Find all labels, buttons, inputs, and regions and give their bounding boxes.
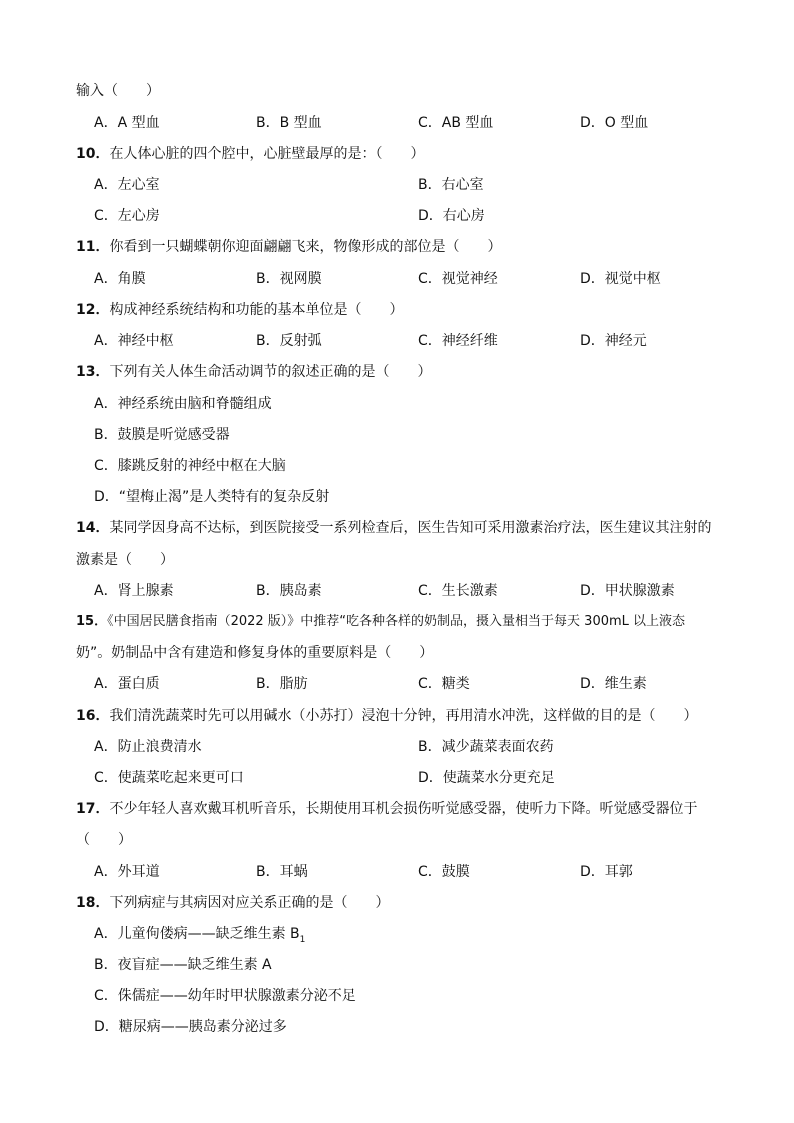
- q15-option-b: B．脂肪: [256, 676, 308, 692]
- q15-stem-line2: 奶”。奶制品中含有建造和修复身体的重要原料是（ ）: [76, 645, 434, 661]
- q18-stem: [76, 893, 389, 913]
- q12-number: 12．: [76, 302, 110, 318]
- q16-option-c: C．使蔬菜吃起来更可口: [94, 770, 244, 786]
- q10-option-a: A．左心室: [94, 177, 160, 193]
- q15-option-a: A．蛋白质: [94, 676, 160, 692]
- q16-option-b: B．减少蔬菜表面农药: [418, 739, 554, 755]
- q11-option-b: B．视网膜: [256, 271, 322, 287]
- q11-text: 你看到一只蝴蝶朝你迎面翩翩飞来，物像形成的部位是（ ）: [109, 239, 502, 255]
- q17-stem-line2: （ ）: [76, 832, 132, 848]
- q15-number: 15．: [76, 614, 108, 629]
- q14-number: 14．: [76, 520, 110, 536]
- q18-option-a: [94, 924, 305, 950]
- q9-option-c: C．AB 型血: [418, 115, 494, 131]
- q11-option-a: A．角膜: [94, 271, 146, 287]
- q14-stem-line2: 激素是（ ）: [76, 552, 174, 568]
- q12-option-b: B．反射弧: [256, 333, 322, 349]
- q11-option-d: D．视觉中枢: [580, 271, 661, 287]
- q16-options-row1: [94, 737, 734, 757]
- q16-text: 我们清洗蔬菜时先可以用碱水（小苏打）浸泡十分钟，再用清水冲洗，这样做的目的是（ ）: [109, 708, 698, 724]
- q13-option-d: D．“望梅止渴”是人类特有的复杂反射: [94, 489, 330, 505]
- q13-option-b: B．鼓膜是听觉感受器: [94, 427, 230, 443]
- q18-text: 下列病症与其病因对应关系正确的是（ ）: [109, 895, 390, 911]
- q15-option-c: C．糖类: [418, 676, 470, 692]
- q16-option-a: A．防止浪费清水: [94, 739, 202, 755]
- q13-option-a: A．神经系统由脑和脊髓组成: [94, 396, 272, 412]
- q18-number: 18．: [76, 895, 110, 911]
- q16-option-d: D．使蔬菜水分更充足: [418, 770, 555, 786]
- q15-text-line1: 《中国居民膳食指南（2022 版）》中推荐“吃各种各样的奶制品，摄入量相当于每天 300mL 以上液态: [107, 614, 686, 629]
- q9-option-a: A．A 型血: [94, 115, 160, 131]
- q9-options: [94, 113, 734, 133]
- q15-option-d: D．维生素: [580, 676, 647, 692]
- q11-number: 11．: [76, 239, 110, 255]
- q14-stem-line1: [76, 518, 711, 538]
- q11-option-c: C．视觉神经: [418, 271, 498, 287]
- q14-options: [94, 581, 734, 601]
- q18-option-a-text: A．儿童佝偻病——缺乏维生素 B: [94, 926, 300, 942]
- q14-text-line1: 某同学因身高不达标，到医院接受一系列检查后，医生告知可采用激素治疗法，医生建议其注射的: [109, 520, 712, 536]
- q17-option-b: B．耳蜗: [256, 864, 308, 880]
- q12-option-c: C．神经纤维: [418, 333, 498, 349]
- q13-stem: [76, 362, 431, 382]
- q10-option-b: B．右心室: [418, 177, 484, 193]
- q10-options-row2: [94, 206, 734, 226]
- q12-options: [94, 331, 734, 351]
- q13-option-c: C．膝跳反射的神经中枢在大脑: [94, 458, 286, 474]
- q14-option-c: C．生长激素: [418, 583, 498, 599]
- q15-options: [94, 674, 734, 694]
- q17-option-c: C．鼓膜: [418, 864, 470, 880]
- q10-stem: [76, 144, 424, 164]
- q17-options: [94, 862, 734, 882]
- q12-stem: [76, 300, 403, 320]
- q17-option-d: D．耳郭: [580, 864, 633, 880]
- q10-text: 在人体心脏的四个腔中，心脏壁最厚的是：（ ）: [109, 146, 425, 162]
- q18-option-a-subscript: 1: [299, 934, 306, 945]
- q9-stem-continuation: 输入（ ）: [76, 83, 160, 99]
- q10-number: 10．: [76, 146, 110, 162]
- q9-option-b: B．B 型血: [256, 115, 322, 131]
- q10-options-row1: [94, 175, 734, 195]
- q18-option-b: B．夜盲症——缺乏维生素 A: [94, 957, 272, 973]
- q17-text-line1: 不少年轻人喜欢戴耳机听音乐，长期使用耳机会损伤听觉感受器，使听力下降。听觉感受器位于: [109, 801, 698, 817]
- q14-option-a: A．肾上腺素: [94, 583, 174, 599]
- q10-option-d: D．右心房: [418, 208, 485, 224]
- q10-option-c: C．左心房: [94, 208, 160, 224]
- q11-options: [94, 269, 734, 289]
- q14-option-d: D．甲状腺激素: [580, 583, 675, 599]
- q9-option-d: D．O 型血: [580, 115, 649, 131]
- q16-stem: [76, 706, 697, 726]
- q12-option-d: D．神经元: [580, 333, 647, 349]
- q17-stem-line1: [76, 799, 697, 819]
- q17-number: 17．: [76, 801, 110, 817]
- q18-option-d: D．糖尿病——胰岛素分泌过多: [94, 1019, 287, 1035]
- q16-options-row2: [94, 768, 734, 788]
- q13-number: 13．: [76, 364, 110, 380]
- q12-option-a: A．神经中枢: [94, 333, 174, 349]
- q12-text: 构成神经系统结构和功能的基本单位是（ ）: [109, 302, 404, 318]
- q15-stem-line1: [76, 612, 685, 632]
- q14-option-b: B．胰岛素: [256, 583, 322, 599]
- q17-option-a: A．外耳道: [94, 864, 160, 880]
- q16-number: 16．: [76, 708, 110, 724]
- q18-option-c: C．侏儒症——幼年时甲状腺激素分泌不足: [94, 988, 356, 1004]
- q13-text: 下列有关人体生命活动调节的叙述正确的是（ ）: [109, 364, 432, 380]
- q11-stem: [76, 237, 501, 257]
